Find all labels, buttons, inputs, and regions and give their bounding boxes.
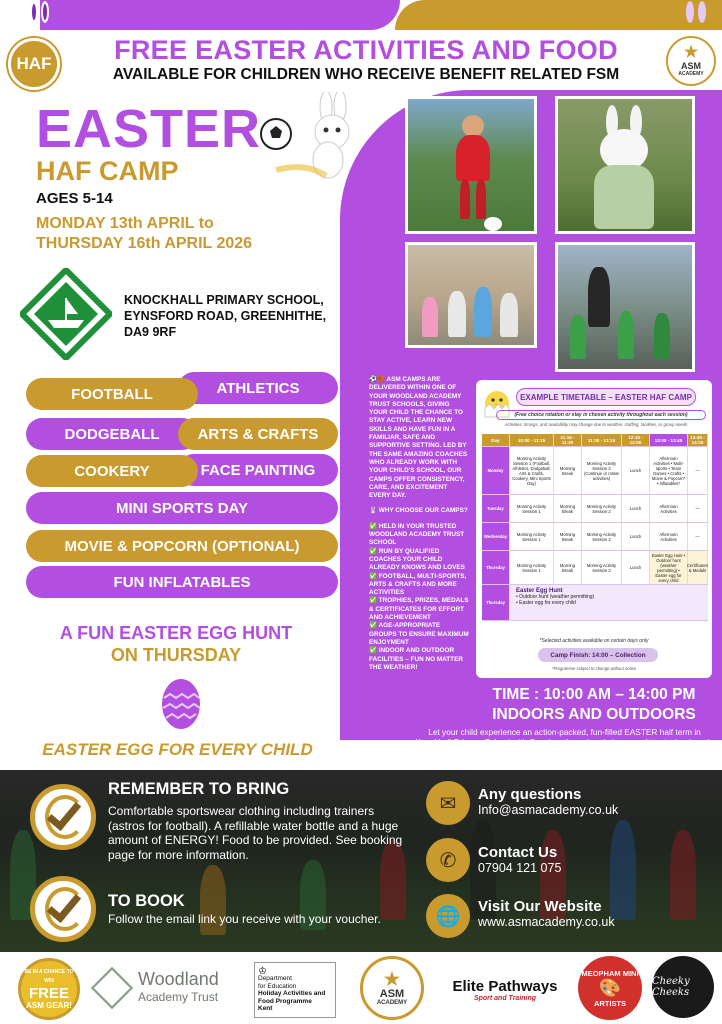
table-row xyxy=(482,585,708,621)
tt-cell: Afternoon Activities • Multi-sports • Team Games • Crafts • Movie & Popcorn* • Inflatables* xyxy=(650,447,688,494)
venue-address xyxy=(124,292,349,340)
checkmark-icon xyxy=(30,876,96,942)
free-asm-gear-logo xyxy=(18,958,80,1020)
page-title: FREE EASTER ACTIVITIES AND FOOD xyxy=(114,35,618,65)
tt-cell: Morning Activity Session 1 (Football, Athletics, Dodgeball, Arts & Crafts, Cookery, Mini Sports Day) xyxy=(510,447,554,494)
tt-cell: Morning Activity Session 2 (Continue or rotate activities) xyxy=(582,447,622,494)
th-slot-6: 13:45 - 14:00 xyxy=(688,434,708,446)
timetable-selected-note: *Selected activities available on certain days only xyxy=(539,638,649,644)
egg-hunt-line-1: A FUN EASTER EGG HUNT xyxy=(59,623,293,643)
asm-logo-text: ASM xyxy=(379,988,405,1000)
activity-mini-sports-day: MINI SPORTS DAY xyxy=(26,492,338,524)
dates-line-2: THURSDAY 16th APRIL 2026 xyxy=(36,235,253,252)
tt-cell: — xyxy=(688,523,708,550)
photo-children-crafts xyxy=(405,242,537,348)
star-icon: ★ xyxy=(683,44,699,61)
th-slot-3: 11:30 - 12:15 xyxy=(582,434,622,446)
photo-easter-bunny-mascot xyxy=(555,96,695,234)
table-row xyxy=(482,551,708,585)
table-row xyxy=(482,447,708,495)
woodland-line-1: Woodland xyxy=(138,969,219,989)
timetable-header-row xyxy=(482,434,708,447)
to-book-heading: TO BOOK xyxy=(108,892,185,910)
photo-child-football xyxy=(405,96,537,234)
palette-icon: 🎨 xyxy=(598,977,622,998)
info-why-heading: 🐰 WHY CHOOSE OUR CAMPS? xyxy=(369,507,468,515)
example-timetable xyxy=(476,380,712,678)
timetable-title: EXAMPLE TIMETABLE – EASTER HAF CAMP xyxy=(516,388,696,406)
bunny-ears-icon xyxy=(24,0,54,28)
tt-cell: Morning Break xyxy=(554,551,582,584)
activity-football: FOOTBALL xyxy=(26,378,198,410)
info-bullet-3: ✅ FOOTBALL, MULTI-SPORTS, ARTS & CRAFTS AND MORE ACTIVITIES xyxy=(369,572,467,597)
activity-movie-popcorn: MOVIE & POPCORN (OPTIONAL) xyxy=(26,530,338,562)
booking-blurb: Let your child experience an action-packed, fun-filled EASTER half term in Knockhall Primary School with Coaches they already know and trust – book early to avoid disappointment! LIMTED PLACES AVAILABLE! xyxy=(415,727,714,757)
tt-cell: Lunch xyxy=(622,551,650,584)
tt-day: Tuesday xyxy=(482,495,510,522)
timetable-subject-note: *Programme subject to change without notice xyxy=(551,666,637,671)
tt-cell: — xyxy=(688,495,708,522)
school-logo-icon xyxy=(20,268,112,360)
remember-to-bring-heading: REMEMBER TO BRING xyxy=(108,780,290,798)
venue-line-1: KNOCKHALL PRIMARY SCHOOL, xyxy=(124,293,324,307)
indoors-outdoors: INDOORS AND OUTDOORS xyxy=(492,706,696,723)
thursday-egg-hunt-block xyxy=(510,585,708,620)
info-bullet-5: ✅ AGE-APPROPRIATE GROUPS TO ENSURE MAXIMUM ENJOYMENT xyxy=(369,622,469,646)
table-row xyxy=(482,495,708,523)
elite-pathways-logo xyxy=(440,970,570,1010)
asm-logo-sub: ACADEMY xyxy=(376,1000,408,1006)
activity-face-painting: FACE PAINTING xyxy=(178,454,338,486)
free-gear-line-3: ASM GEAR! xyxy=(26,1001,72,1010)
easter-egg-every-child: EASTER EGG FOR EVERY CHILD xyxy=(42,740,313,759)
globe-icon: 🌐 xyxy=(426,894,470,938)
woodland-line-2: Academy Trust xyxy=(138,990,219,1004)
contact-email[interactable]: Info@asmacademy.co.uk xyxy=(478,803,619,817)
woodland-mark-icon xyxy=(91,967,133,1009)
website-heading: Visit Our Website xyxy=(478,898,602,915)
checkmark-icon xyxy=(30,784,96,850)
dfe-line-4: Kent xyxy=(258,1005,273,1012)
asm-academy-logo xyxy=(360,956,424,1020)
website-link[interactable]: www.asmacademy.co.uk xyxy=(478,915,615,929)
tt-cell: Morning Activity Session 2 xyxy=(582,523,622,550)
haf-camp-title: HAF CAMP xyxy=(36,156,179,186)
easter-egg-icon xyxy=(160,676,202,730)
free-gear-line-2: FREE xyxy=(28,985,69,1002)
tt-cell: Lunch xyxy=(622,495,650,522)
corner-bunny-icon xyxy=(676,0,716,28)
tt-cell: Morning Break xyxy=(554,523,582,550)
camp-finish-time: Camp Finish: 14:00 – Collection xyxy=(538,648,658,662)
egg-hunt-line-2: ON THURSDAY xyxy=(110,645,242,665)
remember-to-bring-text: Comfortable sportswear clothing including trainers (astros for football). A refillable water bottle and a huge amount of ENERGY! Food to be provided. See booking page for more information. xyxy=(108,804,403,862)
tt-cell: Easter Egg Hunt • Outdoor hunt (weather permitting) • Easter egg for every child xyxy=(650,551,688,584)
table-row xyxy=(482,523,708,551)
dfe-haf-logo xyxy=(254,962,336,1018)
tt-cell: Lunch xyxy=(622,523,650,550)
activity-cookery: COOKERY xyxy=(26,455,198,487)
venue-line-3: DA9 9RF xyxy=(124,325,177,339)
timetable-change-note: Activities, timings, and availability may change due to weather, staffing, facilities, or group needs xyxy=(504,422,688,427)
egg-hunt-banner xyxy=(20,622,332,666)
dfe-line-2: for Education xyxy=(258,982,297,990)
elite-line-1: Elite Pathways xyxy=(452,978,558,995)
woodland-trust-logo xyxy=(92,966,242,1010)
free-gear-line-1: BE IN A CHANCE TO WIN xyxy=(24,969,74,984)
asm-logo-sub: ACADEMY xyxy=(678,71,704,77)
to-book-text: Follow the email link you receive with your voucher. xyxy=(108,912,381,926)
tt-day: Thursday xyxy=(482,551,510,584)
th-slot-1: 10:00 - 11:15 xyxy=(510,434,554,446)
tt-cell: Morning Activity Session 1 xyxy=(510,495,554,522)
tt-cell: Lunch xyxy=(622,447,650,494)
haf-badge: HAF xyxy=(8,38,60,90)
contact-heading: Contact Us xyxy=(478,844,558,861)
envelope-icon: ✉ xyxy=(426,781,470,825)
tt-cell: Morning Activity Session 2 xyxy=(582,551,622,584)
contact-phone[interactable]: 07904 121 075 xyxy=(478,861,562,875)
activity-dodgeball: DODGEBALL xyxy=(26,418,198,450)
age-range: AGES 5-14 xyxy=(36,190,113,207)
partner-logos xyxy=(0,952,722,1024)
tt-day: Monday xyxy=(482,447,510,494)
tt-cell: Afternoon Activities xyxy=(650,495,688,522)
camp-time: TIME : 10:00 AM – 14:00 PM xyxy=(492,686,696,703)
elite-line-2: Sport and Training xyxy=(473,995,537,1002)
activity-inflatables: FUN INFLATABLES xyxy=(26,566,338,598)
info-bullet-4: ✅ TROPHIES, PRIZES, MEDALS & CERTIFICATES FOR EFFORT AND ACHIEVEMENT xyxy=(369,597,469,622)
tt-day: Wednesday xyxy=(482,523,510,550)
camp-dates xyxy=(36,214,336,254)
photo-coach-and-kids xyxy=(555,242,695,372)
meopham-line-2: ARTISTS xyxy=(593,998,627,1008)
tt-cell: Morning Break xyxy=(554,447,582,494)
tt-cell: Morning Activity Session 2 xyxy=(582,495,622,522)
th-day: Day xyxy=(482,434,510,446)
star-icon: ★ xyxy=(383,969,401,989)
info-bullet-1: ✅ HELD IN YOUR TRUSTED WOODLAND ACADEMY TRUST SCHOOL xyxy=(369,522,465,547)
tt-cell: Morning Activity Session 1 xyxy=(510,523,554,550)
tt-day: Thursday xyxy=(482,585,510,620)
tt-cell: Certificates & Medals xyxy=(688,551,708,584)
questions-heading: Any questions xyxy=(478,786,582,803)
easter-title: EASTER xyxy=(36,99,262,159)
top-band xyxy=(0,0,722,30)
timetable-choice-note: (Free choice rotation or stay in chosen activity throughout each session) xyxy=(496,410,706,420)
egg-hunt-block-b1: • Outdoor hunt (weather permitting) xyxy=(516,594,595,600)
tt-cell: Afternoon Activities xyxy=(650,523,688,550)
th-slot-5: 13:00 - 13:45 xyxy=(650,434,688,446)
th-slot-4: 12:15 - 13:00 xyxy=(622,434,650,446)
page-subtitle: AVAILABLE FOR CHILDREN WHO RECEIVE BENEFIT RELATED FSM xyxy=(112,66,620,83)
th-slot-2: 11:15 - 11:30 xyxy=(554,434,582,446)
dfe-line-1: Department xyxy=(258,975,292,982)
top-purple-band xyxy=(40,0,400,30)
activity-athletics: ATHLETICS xyxy=(178,372,338,404)
crest-icon: ♔ xyxy=(258,965,267,977)
info-intro: ⚽🏀 ASM CAMPS ARE DELIVERED WITHIN ONE OF YOUR WOODLAND ACADEMY TRUST SCHOOLS, GIVING YOUR CHILD THE CHANCE TO STAY ACTIVE, LEARN NEW SKILLS AND HAVE FUN IN A FAMILIAR, SAFE AND SUPPORTIVE SETTING. LED BY THE SAME AMAZING COACHES WHO ALREADY WORK WITH YOUR CHILD'S SCHOOL, OUR CAMPS OFFER CONSISTENCY, CARE, AND EXCITEMENT EVERY DAY. xyxy=(369,376,468,500)
asm-logo xyxy=(666,36,716,86)
camp-info-text xyxy=(369,376,469,672)
activity-arts-crafts: ARTS & CRAFTS xyxy=(178,418,338,450)
info-bullet-2: ✅ RUN BY QUALIFIED COACHES YOUR CHILD ALREADY KNOWS AND LOVES xyxy=(369,547,465,572)
dates-line-1: MONDAY 13th APRIL to xyxy=(36,215,214,232)
info-bullet-6: ✅ INDOOR AND OUTDOOR FACILITIES – FUN NO MATTER THE WEATHER! xyxy=(369,647,463,671)
asm-logo-text: ASM xyxy=(681,61,701,71)
tt-cell: — xyxy=(688,447,708,494)
egg-hunt-block-title: Easter Egg Hunt xyxy=(516,588,563,594)
tt-cell: Morning Break xyxy=(554,495,582,522)
timetable-grid xyxy=(482,434,708,621)
egg-hunt-block-b2: • Easter egg for every child xyxy=(516,600,576,606)
tt-cell: Morning Activity Session 1 xyxy=(510,551,554,584)
meopham-line-1: MEOPHAM MINI xyxy=(581,968,639,978)
dfe-line-3: Holiday Activities and Food Programme xyxy=(258,990,326,1005)
phone-icon: ✆ xyxy=(426,838,470,882)
venue-line-2: EYNSFORD ROAD, GREENHITHE, xyxy=(124,309,327,323)
meopham-mini-artists-logo xyxy=(578,956,642,1020)
cheeky-cheeks-logo: Cheeky Cheeks xyxy=(652,956,714,1018)
top-gold-band xyxy=(395,0,722,30)
